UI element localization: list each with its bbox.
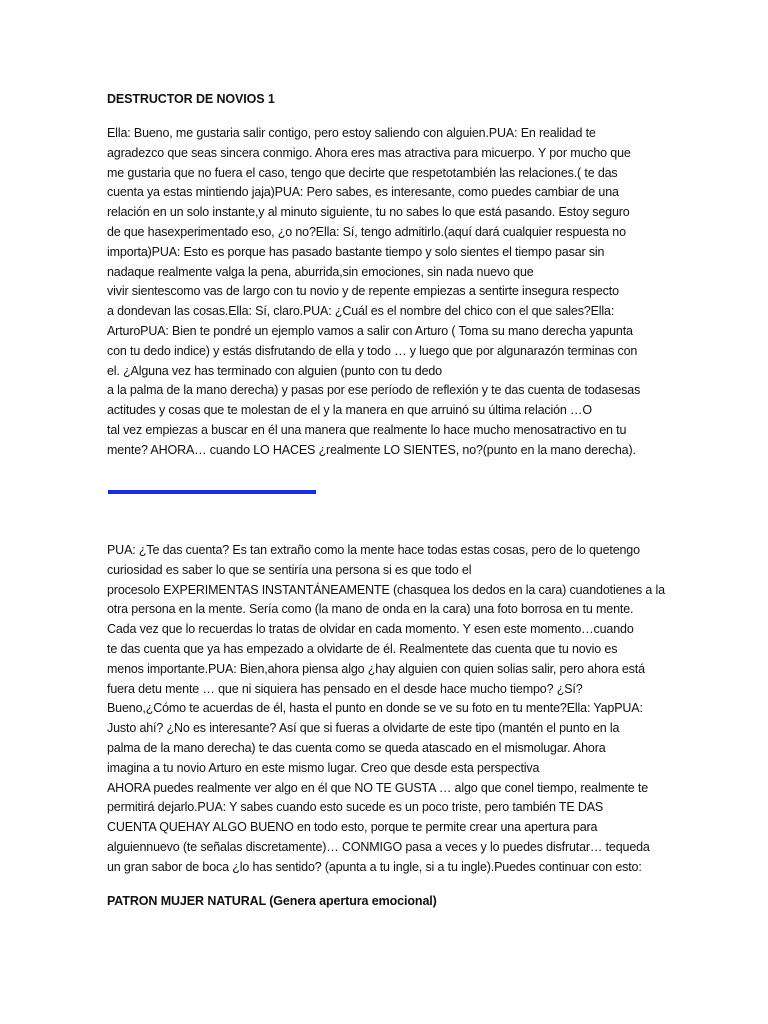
text-line: palma de la mano derecha) te das cuenta como se queda atascado en el mismolugar. Ahora [107,740,606,755]
text-line: importa)PUA: Esto es porque has pasado bastante tiempo y solo sientes el tiempo pasar sin [107,244,605,259]
text-line: Justo ahí? ¿No es interesante? Así que si fueras a olvidarte de este tipo (mantén el punto en la [107,721,620,736]
text-line: me gustaria que no fuera el caso, tengo que decirte que respetotambién las relaciones.( te das [107,165,618,180]
text-line: curiosidad es saber lo que se sentiría una persona si es que todo el [107,562,472,577]
text-line: PUA: ¿Te das cuenta? Es tan extraño como la mente hace todas estas cosas, pero de lo quetengo [107,543,640,557]
text-line: nadaque realmente valga la pena, aburrida,sin emociones, sin nada nuevo que [107,264,534,279]
text-line: cuenta ya estas mintiendo jaja)PUA: Pero sabes, es interesante, como puedes cambiar de una [107,185,619,200]
text-line: AHORA puedes realmente ver algo en él que NO TE GUSTA … algo que conel tiempo, realmente te [107,780,649,795]
text-line: fuera detu mente … que ni siquiera has pensado en el desde hace mucho tiempo? ¿Sí? [107,681,583,696]
text-line: mente? AHORA… cuando LO HACES ¿realmente LO SIENTES, no?(punto en la mano derecha). [107,442,636,457]
text-line: a dondevan las cosas.Ella: Sí, claro.PUA: ¿Cuál es el nombre del chico con el que sales?Ella: [107,304,615,319]
blue-divider-line [108,490,316,494]
text-line: relación en un solo instante,y al minuto siguiente, tu no sabes lo que está pasando. Estoy seguro [107,205,630,220]
text-line: ArturoPUA: Bien te pondré un ejemplo vamos a salir con Arturo ( Toma su mano derecha yapunta [107,323,633,338]
text-line: menos importante.PUA: Bien,ahora piensa algo ¿hay alguien con quien solias salir, pero ahora está [107,661,645,676]
section-heading-patron: PATRON MUJER NATURAL (Genera apertura emocional) [107,894,437,908]
paragraph-dialogue-2 [107,541,665,878]
document-title: DESTRUCTOR DE NOVIOS 1 [107,92,275,106]
text-line: alguiennuevo (te señalas discretamente)… CONMIGO pasa a veces y lo puedes disfrutar… tequeda [107,839,650,854]
text-line: vivir sientescomo vas de largo con tu novio y de repente empiezas a sentirte insegura respecto [107,284,619,299]
text-line: otra persona en la mente. Sería como (la mano de onda en la cara) una foto borrosa en tu mente. [107,602,634,617]
paragraph-dialogue-1 [107,124,659,461]
text-line: un gran sabor de boca ¿lo has sentido? (apunta a tu ingle, si a tu ingle).Puedes continuar con esto: [107,859,642,874]
text-line: Bueno,¿Cómo te acuerdas de él, hasta el punto en donde se ve su foto en tu mente?Ella: YapPUA: [107,701,643,716]
text-line: actitudes y cosas que te molestan de el y la manera en que arruinó su última relación …O [107,403,592,418]
text-line: Cada vez que lo recuerdas lo tratas de olvidar en cada momento. Y esen este momento…cuando [107,622,634,637]
text-line: Ella: Bueno, me gustaria salir contigo, pero estoy saliendo con alguien.PUA: En realidad te [107,126,596,140]
text-line: imagina a tu novio Arturo en este mismo lugar. Creo que desde esta perspectiva [107,760,540,775]
text-line: CUENTA QUEHAY ALGO BUENO en todo esto, porque te permite crear una apertura para [107,820,598,835]
text-line: agradezco que seas sincera conmigo. Ahora eres mas atractiva para micuerpo. Y por mucho que [107,145,631,160]
text-line: te das cuenta que ya has empezado a olvidarte de él. Realmentete das cuenta que tu novio es [107,641,618,656]
text-line: el. ¿Alguna vez has terminado con alguien (punto con tu dedo [107,363,442,378]
text-line: permitirá dejarlo.PUA: Y sabes cuando esto sucede es un poco triste, pero también TE DAS [107,800,604,815]
text-line: procesolo EXPERIMENTAS INSTANTÁNEAMENTE (chasquea los dedos en la cara) cuandotienes a la [107,582,665,597]
text-line: tal vez empiezas a buscar en él una manera que realmente lo hace mucho menosatractivo en tu [107,422,627,437]
text-line: de que hasexperimentado eso, ¿o no?Ella: Sí, tengo admitirlo.(aquí dará cualquier respuesta no [107,224,626,239]
text-line: a la palma de la mano derecha) y pasas por ese período de reflexión y te das cuenta de todasesas [107,383,641,398]
text-line: con tu dedo indice) y estás disfrutando de ella y todo … y luego que por algunarazón terminas con [107,343,638,358]
